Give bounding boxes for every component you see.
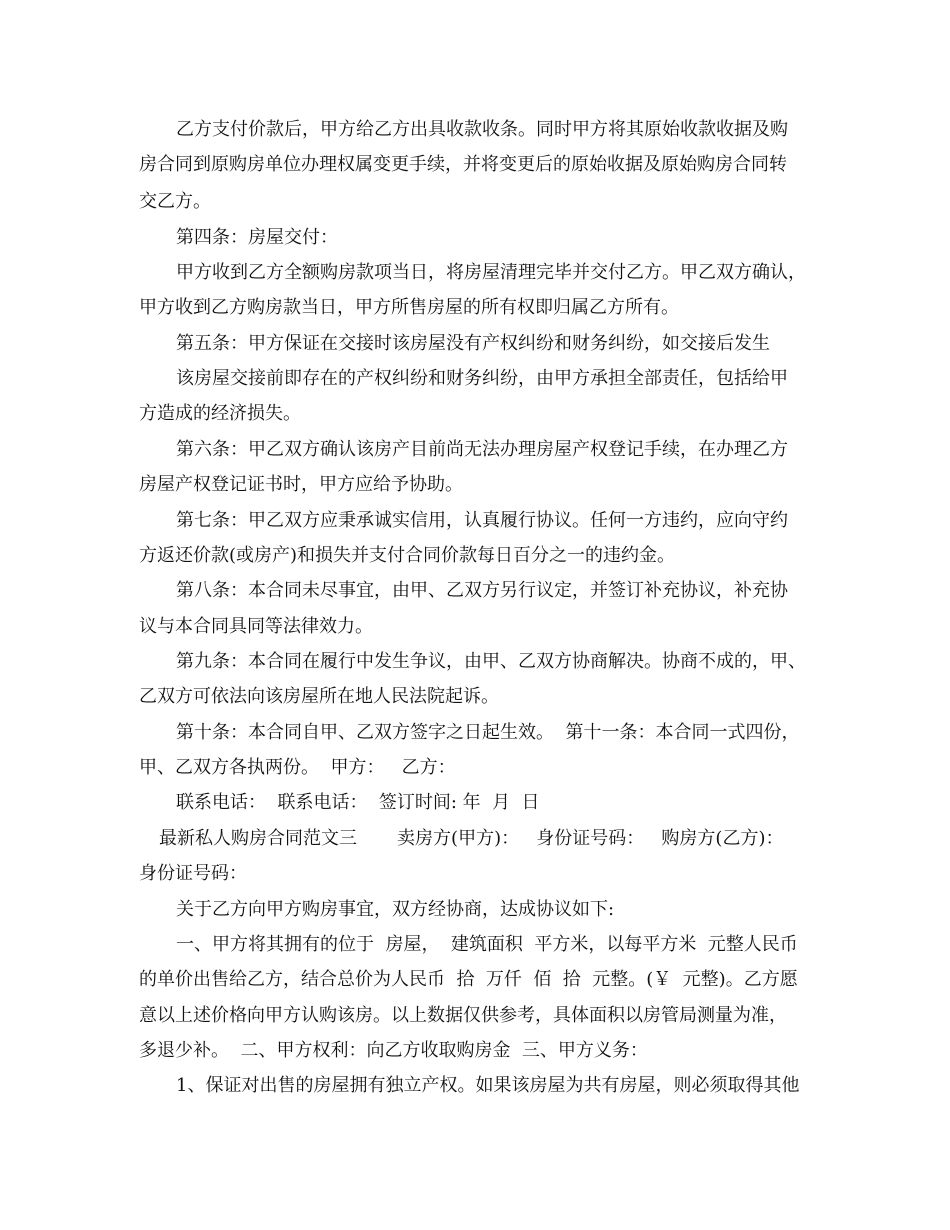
paragraph-line: 多退少补。 二、甲方权利：向乙方收取购房金 三、甲方义务： [139, 1040, 648, 1061]
paragraph-line: 的单价出售给乙方，结合总价为人民币 拾 万仟 佰 拾 元整。(￥ 元整)。乙方愿 [139, 969, 798, 990]
paragraph-line: 乙双方可依法向该房屋所在地人民法院起诉。 [139, 686, 499, 707]
paragraph-line: 1、保证对出售的房屋拥有独立产权。如果该房屋为共有房屋，则必须取得其他 [176, 1075, 800, 1096]
paragraph-line: 甲、乙双方各执两份。 甲方： 乙方： [139, 757, 456, 778]
paragraph-line: 乙方支付价款后，甲方给乙方出具收款收条。同时甲方将其原始收款收据及购 [176, 119, 788, 140]
paragraph-line: 该房屋交接前即存在的产权纠纷和财务纠纷，由甲方承担全部责任，包括给甲 [176, 368, 788, 389]
paragraph-line: 方返还价款(或房产)和损失并支付合同价款每日百分之一的违约金。 [139, 545, 676, 566]
paragraph-line: 第九条：本合同在履行中发生争议，由甲、乙双方协商解决。协商不成的，甲、 [176, 651, 806, 672]
paragraph-line: 一、甲方将其拥有的位于 房屋， 建筑面积 平方米，以每平方米 元整人民币 [176, 934, 798, 955]
paragraph-line: 甲方收到乙方全额购房款项当日，将房屋清理完毕并交付乙方。甲乙双方确认， [176, 262, 806, 283]
paragraph-line: 第六条：甲乙双方确认该房产目前尚无法办理房屋产权登记手续，在办理乙方 [176, 439, 788, 460]
paragraph-line: 第八条：本合同未尽事宜，由甲、乙双方另行议定，并签订补充协议，补充协 [176, 580, 788, 601]
paragraph-line: 意以上述价格向甲方认购该房。以上数据仅供参考，具体面积以房管局测量为准， [139, 1005, 787, 1026]
paragraph-line: 身份证号码： [139, 863, 247, 884]
paragraph-line: 房屋产权登记证书时，甲方应给予协助。 [139, 474, 463, 495]
paragraph-line: 议与本合同具同等法律效力。 [139, 616, 373, 637]
section-title-line: 最新私人购房合同范文三 卖房方(甲方)： 身份证号码： 购房方(乙方)： [159, 828, 784, 849]
paragraph-line: 第五条：甲方保证在交接时该房屋没有产权纠纷和财务纠纷，如交接后发生 [176, 333, 770, 354]
paragraph-line: 甲方收到乙方购房款当日，甲方所售房屋的所有权即归属乙方所有。 [139, 297, 679, 318]
paragraph-line: 交乙方。 [139, 191, 211, 212]
paragraph-line: 第十条：本合同自甲、乙双方签字之日起生效。 第十一条：本合同一式四份， [176, 722, 800, 743]
article-heading: 第四条：房屋交付： [176, 227, 338, 248]
paragraph-line: 联系电话： 联系电话： 签订时间: 年 月 日 [176, 792, 540, 813]
paragraph-line: 第七条：甲乙双方应秉承诚实信用，认真履行协议。任何一方违约，应向守约 [176, 510, 788, 531]
paragraph-line: 方造成的经济损失。 [139, 403, 301, 424]
paragraph-line: 关于乙方向甲方购房事宜，双方经协商，达成协议如下: [176, 899, 615, 920]
paragraph-line: 房合同到原购房单位办理权属变更手续，并将变更后的原始收据及原始购房合同转 [139, 154, 787, 175]
